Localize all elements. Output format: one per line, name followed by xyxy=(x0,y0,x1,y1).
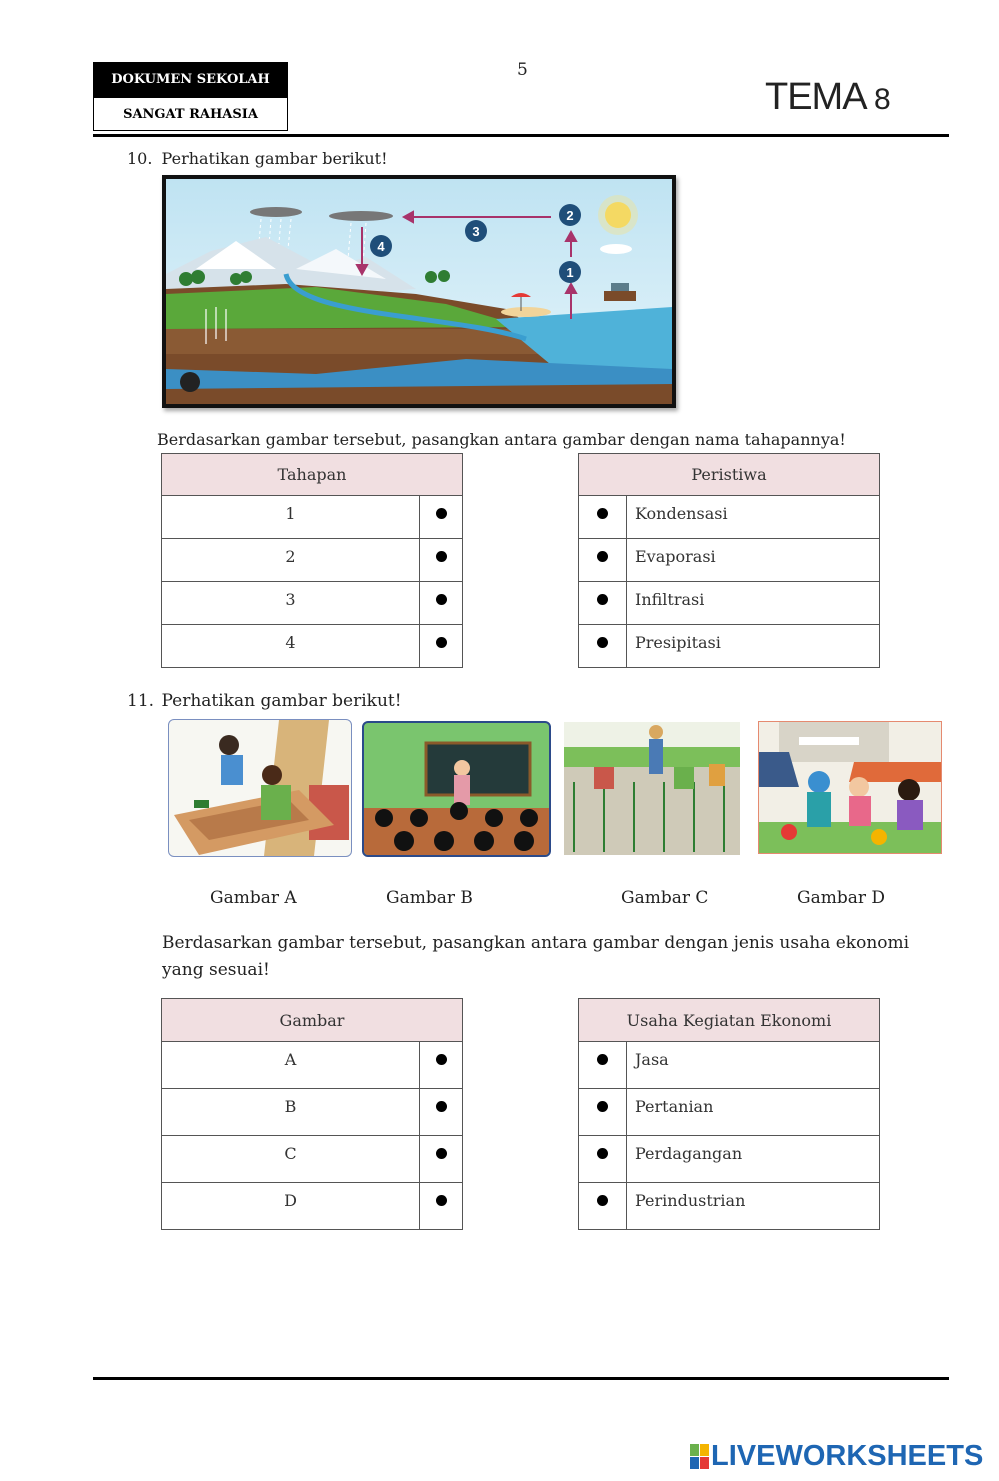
q10-left-header: Tahapan xyxy=(162,454,463,496)
table-row: A xyxy=(162,1042,463,1089)
theme-title xyxy=(765,76,890,119)
q10-heading xyxy=(127,149,388,168)
table-row: Presipitasi xyxy=(579,625,880,668)
q10-left-table xyxy=(161,453,463,668)
table-row: Evaporasi xyxy=(579,539,880,582)
q11-right-header: Usaha Kegiatan Ekonomi xyxy=(579,999,880,1042)
liveworksheets-logo xyxy=(690,1440,983,1473)
theme-number: 8 xyxy=(874,83,890,116)
match-dot[interactable] xyxy=(436,594,447,605)
q11-left-table xyxy=(161,998,463,1230)
water-cycle-diagram xyxy=(162,175,676,408)
camera-icon xyxy=(180,372,200,392)
match-dot[interactable] xyxy=(597,551,608,562)
match-dot[interactable] xyxy=(436,551,447,562)
match-dot[interactable] xyxy=(436,1195,447,1206)
q11-right-table xyxy=(578,998,880,1230)
match-dot[interactable] xyxy=(436,637,447,648)
picture-b-service xyxy=(362,721,551,857)
picture-d-trade xyxy=(758,721,942,854)
footer-rule xyxy=(93,1377,949,1380)
caption-a: Gambar A xyxy=(210,888,297,908)
table-row: 1 xyxy=(162,496,463,539)
caption-d: Gambar D xyxy=(797,888,886,908)
theme-word: TEMA xyxy=(765,76,865,118)
table-row: Jasa xyxy=(579,1042,880,1089)
header-rule xyxy=(93,134,949,137)
diagram-label-2: 2 xyxy=(566,208,574,223)
table-row: Pertanian xyxy=(579,1089,880,1136)
table-row: B xyxy=(162,1089,463,1136)
diagram-label-3: 3 xyxy=(472,224,480,239)
document-label: DOKUMEN SEKOLAH xyxy=(93,62,288,98)
brand-name: LIVEWORKSHEETS xyxy=(711,1440,984,1472)
match-dot[interactable] xyxy=(597,1195,608,1206)
table-row: Infiltrasi xyxy=(579,582,880,625)
picture-c-agriculture xyxy=(564,722,740,855)
logo-mark-icon xyxy=(690,1444,709,1469)
match-dot[interactable] xyxy=(597,637,608,648)
q10-right-header: Peristiwa xyxy=(579,454,880,496)
match-dot[interactable] xyxy=(597,1054,608,1065)
q10-number: 10. xyxy=(127,149,153,168)
table-row: Perdagangan xyxy=(579,1136,880,1183)
caption-c: Gambar C xyxy=(621,888,709,908)
q11-number: 11. xyxy=(127,691,155,711)
match-dot[interactable] xyxy=(436,1148,447,1159)
q11-prompt: Perhatikan gambar berikut! xyxy=(161,691,402,711)
table-row: 3 xyxy=(162,582,463,625)
match-dot[interactable] xyxy=(597,1101,608,1112)
q10-right-table xyxy=(578,453,880,668)
table-row: Kondensasi xyxy=(579,496,880,539)
q10-instruction: Berdasarkan gambar tersebut, pasangkan antara gambar dengan nama tahapannya! xyxy=(157,430,846,449)
table-row: C xyxy=(162,1136,463,1183)
page-number: 5 xyxy=(517,60,528,80)
match-dot[interactable] xyxy=(597,594,608,605)
picture-a-industry xyxy=(168,719,352,857)
q11-left-header: Gambar xyxy=(162,999,463,1042)
table-row: D xyxy=(162,1183,463,1230)
q10-prompt: Perhatikan gambar berikut! xyxy=(161,149,388,168)
diagram-label-1: 1 xyxy=(566,265,574,280)
table-row: Perindustrian xyxy=(579,1183,880,1230)
match-dot[interactable] xyxy=(436,1101,447,1112)
match-dot[interactable] xyxy=(436,508,447,519)
match-dot[interactable] xyxy=(436,1054,447,1065)
match-dot[interactable] xyxy=(597,508,608,519)
table-row: 4 xyxy=(162,625,463,668)
diagram-label-4: 4 xyxy=(377,239,385,254)
secret-label: SANGAT RAHASIA xyxy=(93,97,288,131)
caption-b: Gambar B xyxy=(386,888,473,908)
q11-heading xyxy=(127,691,402,711)
q11-instruction: Berdasarkan gambar tersebut, pasangkan antara gambar dengan jenis usaha ekonomi yang sesuai! xyxy=(162,933,910,980)
table-row: 2 xyxy=(162,539,463,582)
match-dot[interactable] xyxy=(597,1148,608,1159)
